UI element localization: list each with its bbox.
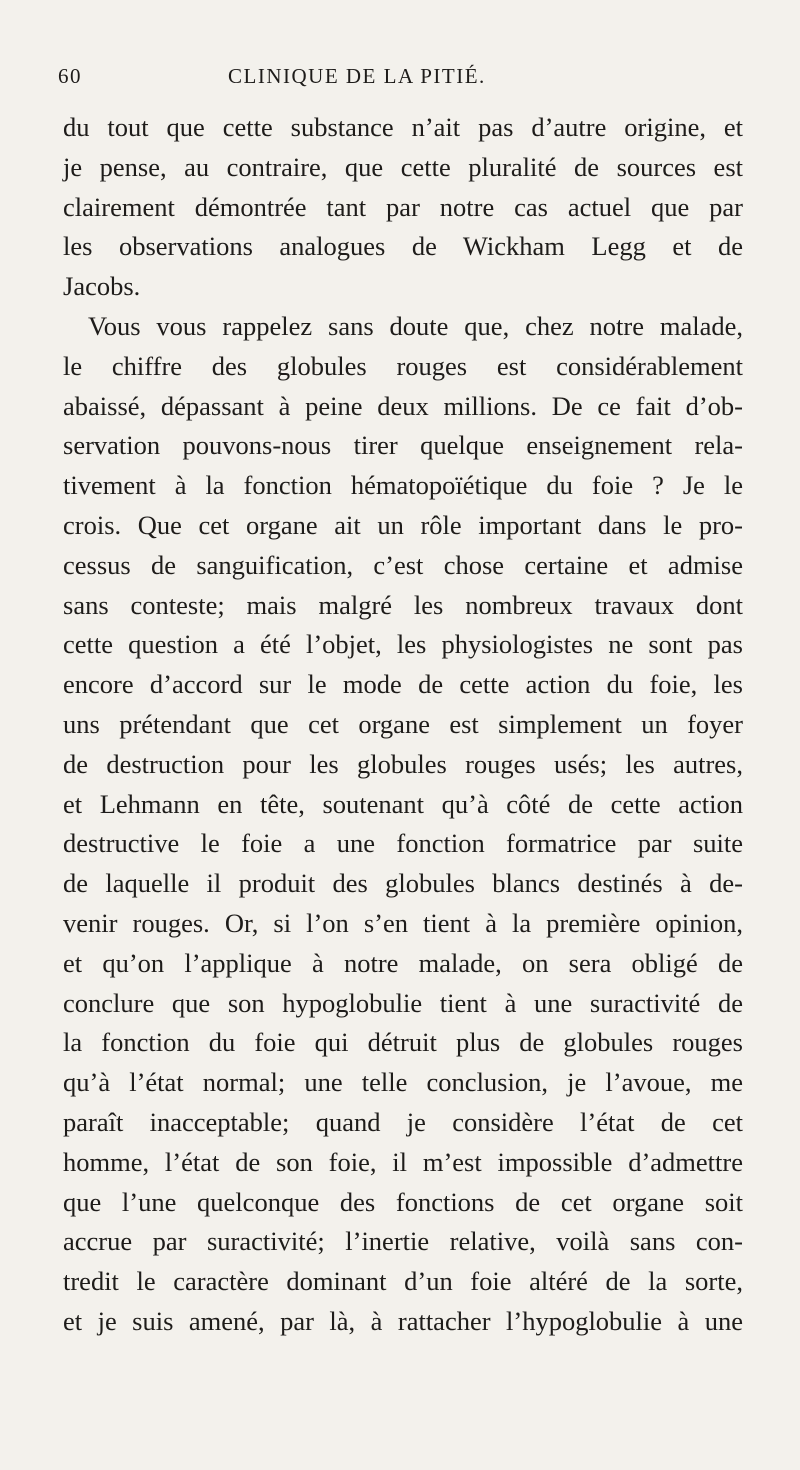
text-line: destructive le foie a une fonction formatrice par suite (63, 828, 743, 859)
text-line: du tout que cette substance n’ait pas d’autre origine, et (63, 112, 743, 142)
text-line: que l’une quelconque des fonctions de cet organe soit (63, 1186, 743, 1217)
text-line: homme, l’état de son foie, il m’est impossible d’admettre (63, 1146, 743, 1177)
text-line: sans conteste; mais malgré les nombreux travaux dont (63, 589, 743, 620)
text-line: clairement démontrée tant par notre cas actuel que par (63, 191, 743, 222)
text-line: cette question a été l’objet, les physiologistes ne sont pas (63, 629, 743, 660)
text-line: les observations analogues de Wickham Legg et de (63, 231, 743, 262)
text-line: de laquelle il produit des globules blancs destinés à de- (63, 868, 743, 899)
running-head (58, 64, 738, 94)
text-line: tredit le caractère dominant d’un foie altéré de la sorte, (63, 1266, 743, 1297)
text-line: conclure que son hypoglobulie tient à une suractivité de (63, 987, 743, 1018)
text-line: accrue par suractivité; l’inertie relative, voilà sans con- (63, 1226, 743, 1257)
text-line: abaissé, dépassant à peine deux millions. De ce fait d’ob- (63, 390, 743, 421)
text-line: et qu’on l’applique à notre malade, on sera obligé de (63, 947, 743, 978)
text-line: le chiffre des globules rouges est considérablement (63, 350, 743, 381)
text-line: et je suis amené, par là, à rattacher l’hypoglobulie à une (63, 1305, 743, 1336)
text-line: servation pouvons-nous tirer quelque enseignement rela- (63, 430, 743, 461)
text-line: cessus de sanguification, c’est chose certaine et admise (63, 549, 743, 580)
text-line: qu’à l’état normal; une telle conclusion, je l’avoue, me (63, 1067, 743, 1098)
text-line: crois. Que cet organe ait un rôle important dans le pro- (63, 509, 743, 540)
page-number: 60 (58, 64, 82, 88)
text-line: paraît inacceptable; quand je considère l’état de cet (63, 1106, 743, 1137)
text-line: tivement à la fonction hématopoïétique du foie ? Je le (63, 470, 743, 501)
text-line: je pense, au contraire, que cette pluralité de sources est (63, 151, 743, 182)
text-line: la fonction du foie qui détruit plus de globules rouges (63, 1027, 743, 1058)
text-line: de destruction pour les globules rouges usés; les autres, (63, 748, 743, 779)
text-line: venir rouges. Or, si l’on s’en tient à la première opinion, (63, 907, 743, 938)
text-line: encore d’accord sur le mode de cette action du foie, les (63, 669, 743, 700)
text-line: Jacobs. (63, 271, 141, 302)
running-title: CLINIQUE DE LA PITIÉ. (228, 64, 486, 88)
text-line: Vous vous rappelez sans doute que, chez notre malade, (88, 310, 743, 341)
text-line: uns prétendant que cet organe est simplement un foyer (63, 708, 743, 739)
text-line: et Lehmann en tête, soutenant qu’à côté de cette action (63, 788, 743, 819)
body-text (63, 108, 743, 1342)
